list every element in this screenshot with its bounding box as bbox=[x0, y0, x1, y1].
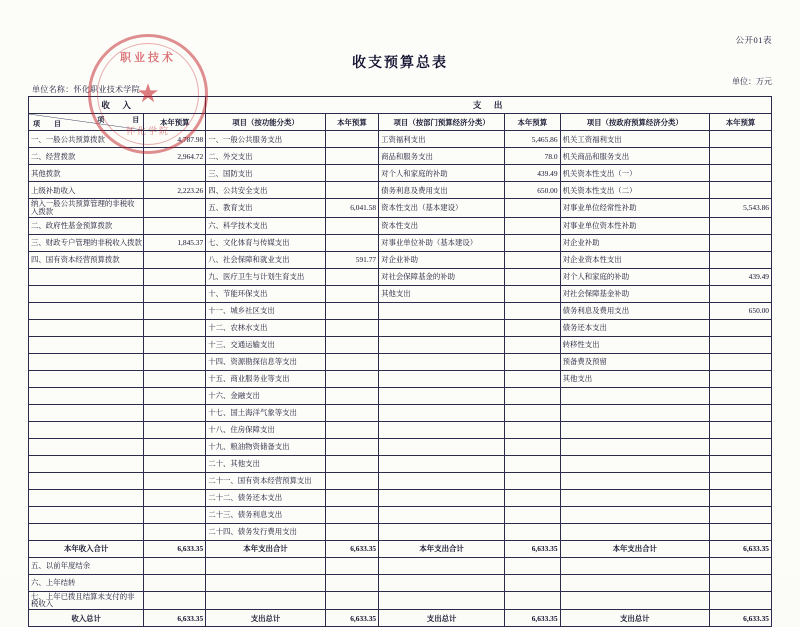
gov-item-cell bbox=[560, 404, 709, 421]
func-amount-cell bbox=[325, 148, 378, 165]
gov-item-cell bbox=[560, 387, 709, 404]
func-amount-cell bbox=[325, 353, 378, 370]
func-item-cell: 二、外交支出 bbox=[206, 148, 326, 165]
econ-subtotal-label: 本年支出合计 bbox=[379, 540, 505, 557]
func-item-cell: 十、节能环保支出 bbox=[206, 285, 326, 302]
income-amount-cell bbox=[144, 387, 206, 404]
gov-item-cell: 对社会保障基金补助 bbox=[560, 285, 709, 302]
econ-item-cell bbox=[379, 574, 505, 591]
expense-group-header: 支 出 bbox=[206, 97, 772, 114]
table-row bbox=[29, 336, 772, 353]
income-item-cell: 六、上年结转 bbox=[29, 574, 144, 591]
income-amount-cell: 1,845.37 bbox=[144, 234, 206, 251]
econ-item-cell: 资本性支出（基本建设） bbox=[379, 199, 505, 218]
econ-amount-cell bbox=[505, 591, 561, 610]
income-item-cell: 五、以前年度结余 bbox=[29, 557, 144, 574]
func-amount-cell bbox=[325, 489, 378, 506]
econ-item-cell bbox=[379, 472, 505, 489]
gov-item-cell: 机关工资福利支出 bbox=[560, 131, 709, 148]
gov-amount-cell bbox=[710, 506, 772, 523]
budget-summary-table bbox=[28, 96, 772, 627]
gov-amount-cell bbox=[710, 387, 772, 404]
income-amount-cell bbox=[144, 455, 206, 472]
table-row bbox=[29, 353, 772, 370]
econ-item-header: 项目（按部门预算经济分类） bbox=[379, 114, 505, 131]
gov-subtotal-label: 本年支出合计 bbox=[560, 540, 709, 557]
income-item-cell bbox=[29, 472, 144, 489]
income-item-cell: 三、财政专户管理的非税收入拨款 bbox=[29, 234, 144, 251]
income-item-cell: 二、政府性基金预算拨款 bbox=[29, 217, 144, 234]
econ-item-cell bbox=[379, 353, 505, 370]
func-amount-cell bbox=[325, 591, 378, 610]
econ-item-cell bbox=[379, 489, 505, 506]
income-item-cell bbox=[29, 404, 144, 421]
econ-item-cell bbox=[379, 421, 505, 438]
func-item-cell: 六、科学技术支出 bbox=[206, 217, 326, 234]
func-amount-cell bbox=[325, 438, 378, 455]
econ-item-cell bbox=[379, 455, 505, 472]
func-item-cell: 十六、金融支出 bbox=[206, 387, 326, 404]
table-row bbox=[29, 268, 772, 285]
econ-amount-cell bbox=[505, 370, 561, 387]
gov-amount-cell bbox=[710, 472, 772, 489]
table-row bbox=[29, 574, 772, 591]
func-amount-cell bbox=[325, 302, 378, 319]
income-item-cell bbox=[29, 285, 144, 302]
table-row bbox=[29, 234, 772, 251]
income-amount-cell bbox=[144, 557, 206, 574]
func-amount-cell bbox=[325, 336, 378, 353]
gov-total-amount: 6,633.35 bbox=[710, 610, 772, 627]
gov-item-cell: 对事业单位资本性补助 bbox=[560, 217, 709, 234]
gov-amount-cell bbox=[710, 404, 772, 421]
econ-amount-header: 本年预算 bbox=[505, 114, 561, 131]
table-row bbox=[29, 148, 772, 165]
table-row bbox=[29, 506, 772, 523]
income-amount-cell bbox=[144, 472, 206, 489]
gov-item-cell bbox=[560, 506, 709, 523]
econ-item-cell bbox=[379, 438, 505, 455]
unit-note: 单位：万元 bbox=[732, 77, 772, 86]
gov-amount-cell bbox=[710, 574, 772, 591]
func-amount-cell bbox=[325, 217, 378, 234]
func-amount-cell bbox=[325, 285, 378, 302]
gov-amount-cell bbox=[710, 234, 772, 251]
econ-total-label: 支出总计 bbox=[379, 610, 505, 627]
econ-amount-cell: 439.49 bbox=[505, 165, 561, 182]
gov-item-header: 项目（按政府预算经济分类） bbox=[560, 114, 709, 131]
econ-item-cell: 对企业补助 bbox=[379, 251, 505, 268]
econ-amount-cell: 5,465.86 bbox=[505, 131, 561, 148]
gov-amount-cell bbox=[710, 131, 772, 148]
income-subtotal-label: 本年收入合计 bbox=[29, 540, 144, 557]
econ-amount-cell bbox=[505, 199, 561, 218]
income-amount-cell bbox=[144, 285, 206, 302]
econ-item-cell bbox=[379, 302, 505, 319]
subtotal-row bbox=[29, 540, 772, 557]
econ-amount-cell bbox=[505, 217, 561, 234]
income-amount-cell bbox=[144, 370, 206, 387]
econ-amount-cell bbox=[505, 387, 561, 404]
income-amount-cell bbox=[144, 591, 206, 610]
econ-item-cell bbox=[379, 557, 505, 574]
econ-amount-cell bbox=[505, 251, 561, 268]
func-item-cell: 五、教育支出 bbox=[206, 199, 326, 218]
econ-total-amount: 6,633.35 bbox=[505, 610, 561, 627]
func-amount-cell bbox=[325, 234, 378, 251]
econ-amount-cell: 78.0 bbox=[505, 148, 561, 165]
income-amount-cell: 2,964.72 bbox=[144, 148, 206, 165]
gov-amount-cell bbox=[710, 217, 772, 234]
econ-item-cell bbox=[379, 404, 505, 421]
income-item-cell: 七、上年已拨且结算未支付的非税收入 bbox=[29, 591, 144, 610]
econ-item-cell bbox=[379, 506, 505, 523]
econ-item-cell bbox=[379, 523, 505, 540]
income-subtotal-amount: 6,633.35 bbox=[144, 540, 206, 557]
func-item-cell: 十二、农林水支出 bbox=[206, 319, 326, 336]
func-item-cell: 二十四、债务发行费用支出 bbox=[206, 523, 326, 540]
func-item-cell bbox=[206, 591, 326, 610]
func-amount-cell: 591.77 bbox=[325, 251, 378, 268]
income-item-cell bbox=[29, 438, 144, 455]
income-amount-header: 本年预算 bbox=[144, 114, 206, 131]
func-item-cell: 二十三、债务利息支出 bbox=[206, 506, 326, 523]
income-total-amount: 6,633.35 bbox=[144, 610, 206, 627]
func-item-cell bbox=[206, 557, 326, 574]
table-column-header-row bbox=[29, 114, 772, 131]
gov-amount-header: 本年预算 bbox=[710, 114, 772, 131]
table-row bbox=[29, 523, 772, 540]
econ-item-cell: 商品和服务支出 bbox=[379, 148, 505, 165]
table-row bbox=[29, 489, 772, 506]
gov-amount-cell bbox=[710, 489, 772, 506]
income-amount-cell bbox=[144, 421, 206, 438]
income-item-cell bbox=[29, 302, 144, 319]
seal-top-text: 职业技术 bbox=[120, 52, 176, 64]
gov-amount-cell: 5,543.86 bbox=[710, 199, 772, 218]
table-row bbox=[29, 319, 772, 336]
table-row bbox=[29, 165, 772, 182]
income-amount-cell bbox=[144, 438, 206, 455]
econ-item-cell: 对个人和家庭的补助 bbox=[379, 165, 505, 182]
income-item-cell: 其他拨款 bbox=[29, 165, 144, 182]
income-item-cell bbox=[29, 506, 144, 523]
table-row bbox=[29, 217, 772, 234]
gov-amount-cell bbox=[710, 557, 772, 574]
gov-item-cell: 对企业补助 bbox=[560, 234, 709, 251]
gov-item-cell: 债务利息及费用支出 bbox=[560, 302, 709, 319]
table-row bbox=[29, 251, 772, 268]
func-item-cell: 一、一般公共服务支出 bbox=[206, 131, 326, 148]
income-amount-cell bbox=[144, 319, 206, 336]
table-row bbox=[29, 557, 772, 574]
income-amount-cell: 2,223.26 bbox=[144, 182, 206, 199]
econ-item-cell: 工资福利支出 bbox=[379, 131, 505, 148]
income-item-cell bbox=[29, 523, 144, 540]
income-amount-cell bbox=[144, 268, 206, 285]
func-item-cell: 四、公共安全支出 bbox=[206, 182, 326, 199]
table-row bbox=[29, 472, 772, 489]
econ-item-cell: 资本性支出 bbox=[379, 217, 505, 234]
econ-amount-cell bbox=[505, 557, 561, 574]
gov-item-cell: 对个人和家庭的补助 bbox=[560, 268, 709, 285]
form-code: 公开01表 bbox=[735, 35, 772, 45]
gov-amount-cell bbox=[710, 438, 772, 455]
func-subtotal-label: 本年支出合计 bbox=[206, 540, 326, 557]
gov-subtotal-amount: 6,633.35 bbox=[710, 540, 772, 557]
func-item-cell: 七、文化体育与传媒支出 bbox=[206, 234, 326, 251]
econ-item-cell: 对社会保障基金的补助 bbox=[379, 268, 505, 285]
func-amount-header: 本年预算 bbox=[325, 114, 378, 131]
income-group-header: 收 入 bbox=[29, 97, 206, 114]
func-amount-cell bbox=[325, 370, 378, 387]
econ-amount-cell bbox=[505, 353, 561, 370]
func-item-cell: 八、社会保障和就业支出 bbox=[206, 251, 326, 268]
table-row bbox=[29, 302, 772, 319]
func-item-cell: 十五、商业服务业等支出 bbox=[206, 370, 326, 387]
func-amount-cell bbox=[325, 574, 378, 591]
econ-amount-cell bbox=[505, 421, 561, 438]
gov-item-cell: 对企业资本性支出 bbox=[560, 251, 709, 268]
gov-amount-cell: 650.00 bbox=[710, 302, 772, 319]
gov-item-cell bbox=[560, 489, 709, 506]
income-amount-cell: 4,787.98 bbox=[144, 131, 206, 148]
econ-item-cell: 债务利息及费用支出 bbox=[379, 182, 505, 199]
gov-item-cell: 机关商品和服务支出 bbox=[560, 148, 709, 165]
func-total-label: 支出总计 bbox=[206, 610, 326, 627]
func-item-cell bbox=[206, 574, 326, 591]
gov-item-cell: 机关资本性支出（一） bbox=[560, 165, 709, 182]
econ-item-cell: 其他支出 bbox=[379, 285, 505, 302]
func-amount-cell bbox=[325, 523, 378, 540]
func-amount-cell bbox=[325, 472, 378, 489]
gov-item-cell bbox=[560, 421, 709, 438]
econ-amount-cell bbox=[505, 523, 561, 540]
table-row bbox=[29, 455, 772, 472]
econ-item-cell: 对事业单位补助（基本建设） bbox=[379, 234, 505, 251]
income-item-cell: 上级补助收入 bbox=[29, 182, 144, 199]
func-total-amount: 6,633.35 bbox=[325, 610, 378, 627]
income-amount-cell bbox=[144, 506, 206, 523]
func-item-cell: 三、国防支出 bbox=[206, 165, 326, 182]
gov-amount-cell bbox=[710, 455, 772, 472]
income-item-cell bbox=[29, 353, 144, 370]
func-amount-cell bbox=[325, 182, 378, 199]
econ-amount-cell bbox=[505, 506, 561, 523]
func-item-cell: 二十、其他支出 bbox=[206, 455, 326, 472]
econ-amount-cell bbox=[505, 319, 561, 336]
func-item-cell: 十四、资源勘探信息等支出 bbox=[206, 353, 326, 370]
income-item-cell: 一、一般公共预算拨款 bbox=[29, 131, 144, 148]
econ-amount-cell bbox=[505, 234, 561, 251]
gov-item-cell bbox=[560, 438, 709, 455]
gov-item-cell bbox=[560, 591, 709, 610]
gov-amount-cell bbox=[710, 370, 772, 387]
table-group-header-row bbox=[29, 97, 772, 114]
income-amount-cell bbox=[144, 199, 206, 218]
econ-amount-cell bbox=[505, 489, 561, 506]
gov-amount-cell bbox=[710, 336, 772, 353]
func-subtotal-amount: 6,633.35 bbox=[325, 540, 378, 557]
econ-amount-cell bbox=[505, 438, 561, 455]
econ-amount-cell bbox=[505, 404, 561, 421]
table-row bbox=[29, 591, 772, 610]
table-row bbox=[29, 285, 772, 302]
income-amount-cell bbox=[144, 574, 206, 591]
income-item-cell bbox=[29, 421, 144, 438]
gov-amount-cell bbox=[710, 165, 772, 182]
func-amount-cell: 6,041.58 bbox=[325, 199, 378, 218]
gov-amount-cell bbox=[710, 319, 772, 336]
econ-item-cell bbox=[379, 387, 505, 404]
econ-amount-cell bbox=[505, 268, 561, 285]
gov-amount-cell bbox=[710, 353, 772, 370]
organization-name: 单位名称：怀化职业技术学院 bbox=[32, 85, 140, 94]
func-amount-cell bbox=[325, 268, 378, 285]
gov-amount-cell bbox=[710, 148, 772, 165]
gov-amount-cell bbox=[710, 591, 772, 610]
econ-amount-cell bbox=[505, 336, 561, 353]
income-item-cell bbox=[29, 319, 144, 336]
gov-amount-cell bbox=[710, 285, 772, 302]
table-row bbox=[29, 404, 772, 421]
func-amount-cell bbox=[325, 165, 378, 182]
income-amount-cell bbox=[144, 523, 206, 540]
gov-item-cell: 转移性支出 bbox=[560, 336, 709, 353]
income-item-cell bbox=[29, 489, 144, 506]
gov-item-cell: 对事业单位经常性补助 bbox=[560, 199, 709, 218]
func-item-cell: 二十二、债务还本支出 bbox=[206, 489, 326, 506]
income-amount-cell bbox=[144, 489, 206, 506]
gov-item-cell: 债务还本支出 bbox=[560, 319, 709, 336]
table-row bbox=[29, 199, 772, 218]
income-item-header-top: 项 目 bbox=[97, 116, 140, 124]
econ-amount-cell bbox=[505, 574, 561, 591]
econ-item-cell bbox=[379, 319, 505, 336]
income-item-cell: 纳入一般公共预算管理的非税收入拨款 bbox=[29, 199, 144, 218]
gov-item-cell bbox=[560, 472, 709, 489]
table-row bbox=[29, 421, 772, 438]
func-item-cell: 十七、国土海洋气象等支出 bbox=[206, 404, 326, 421]
func-item-cell: 九、医疗卫生与计划生育支出 bbox=[206, 268, 326, 285]
income-amount-cell bbox=[144, 336, 206, 353]
gov-item-cell: 预备费及预留 bbox=[560, 353, 709, 370]
income-total-label: 收入总计 bbox=[29, 610, 144, 627]
income-item-cell bbox=[29, 387, 144, 404]
func-item-cell: 十三、交通运输支出 bbox=[206, 336, 326, 353]
func-item-cell: 十九、粮油物资储备支出 bbox=[206, 438, 326, 455]
econ-amount-cell bbox=[505, 455, 561, 472]
func-amount-cell bbox=[325, 404, 378, 421]
table-row bbox=[29, 182, 772, 199]
table-row bbox=[29, 438, 772, 455]
func-amount-cell bbox=[325, 319, 378, 336]
grand-total-row bbox=[29, 610, 772, 627]
gov-amount-cell bbox=[710, 251, 772, 268]
table-row bbox=[29, 131, 772, 148]
income-amount-cell bbox=[144, 404, 206, 421]
econ-amount-cell bbox=[505, 302, 561, 319]
income-amount-cell bbox=[144, 302, 206, 319]
econ-amount-cell: 650.00 bbox=[505, 182, 561, 199]
econ-item-cell bbox=[379, 591, 505, 610]
func-amount-cell bbox=[325, 455, 378, 472]
func-amount-cell bbox=[325, 557, 378, 574]
econ-amount-cell bbox=[505, 472, 561, 489]
gov-item-cell bbox=[560, 523, 709, 540]
econ-subtotal-amount: 6,633.35 bbox=[505, 540, 561, 557]
income-amount-cell bbox=[144, 353, 206, 370]
income-amount-cell bbox=[144, 251, 206, 268]
gov-amount-cell: 439.49 bbox=[710, 268, 772, 285]
income-item-header bbox=[29, 114, 144, 131]
gov-item-cell bbox=[560, 574, 709, 591]
gov-amount-cell bbox=[710, 523, 772, 540]
income-item-cell: 四、国有资本经营预算拨款 bbox=[29, 251, 144, 268]
income-item-cell: 二、经营拨款 bbox=[29, 148, 144, 165]
table-row bbox=[29, 387, 772, 404]
gov-amount-cell bbox=[710, 182, 772, 199]
income-item-header-bottom: 项 目 bbox=[33, 120, 61, 128]
gov-item-cell bbox=[560, 557, 709, 574]
page-title: 收支预算总表 bbox=[352, 56, 448, 71]
gov-amount-cell bbox=[710, 421, 772, 438]
econ-item-cell bbox=[379, 370, 505, 387]
gov-item-cell: 机关资本性支出（二） bbox=[560, 182, 709, 199]
gov-item-cell bbox=[560, 455, 709, 472]
table-row bbox=[29, 370, 772, 387]
gov-item-cell: 其他支出 bbox=[560, 370, 709, 387]
gov-total-label: 支出总计 bbox=[560, 610, 709, 627]
income-item-cell bbox=[29, 336, 144, 353]
income-item-cell bbox=[29, 268, 144, 285]
func-amount-cell bbox=[325, 387, 378, 404]
func-item-cell: 十一、城乡社区支出 bbox=[206, 302, 326, 319]
seal-bottom-text: 怀化学院 bbox=[125, 126, 170, 136]
func-item-cell: 二十一、国有资本经营预算支出 bbox=[206, 472, 326, 489]
econ-amount-cell bbox=[505, 285, 561, 302]
func-item-header: 项目（按功能分类） bbox=[206, 114, 326, 131]
income-item-cell bbox=[29, 370, 144, 387]
seal-star-icon: ★ bbox=[136, 79, 160, 108]
econ-item-cell bbox=[379, 336, 505, 353]
income-item-cell bbox=[29, 455, 144, 472]
func-amount-cell bbox=[325, 421, 378, 438]
func-amount-cell bbox=[325, 131, 378, 148]
func-amount-cell bbox=[325, 506, 378, 523]
income-amount-cell bbox=[144, 165, 206, 182]
func-item-cell: 十八、住房保障支出 bbox=[206, 421, 326, 438]
income-amount-cell bbox=[144, 217, 206, 234]
